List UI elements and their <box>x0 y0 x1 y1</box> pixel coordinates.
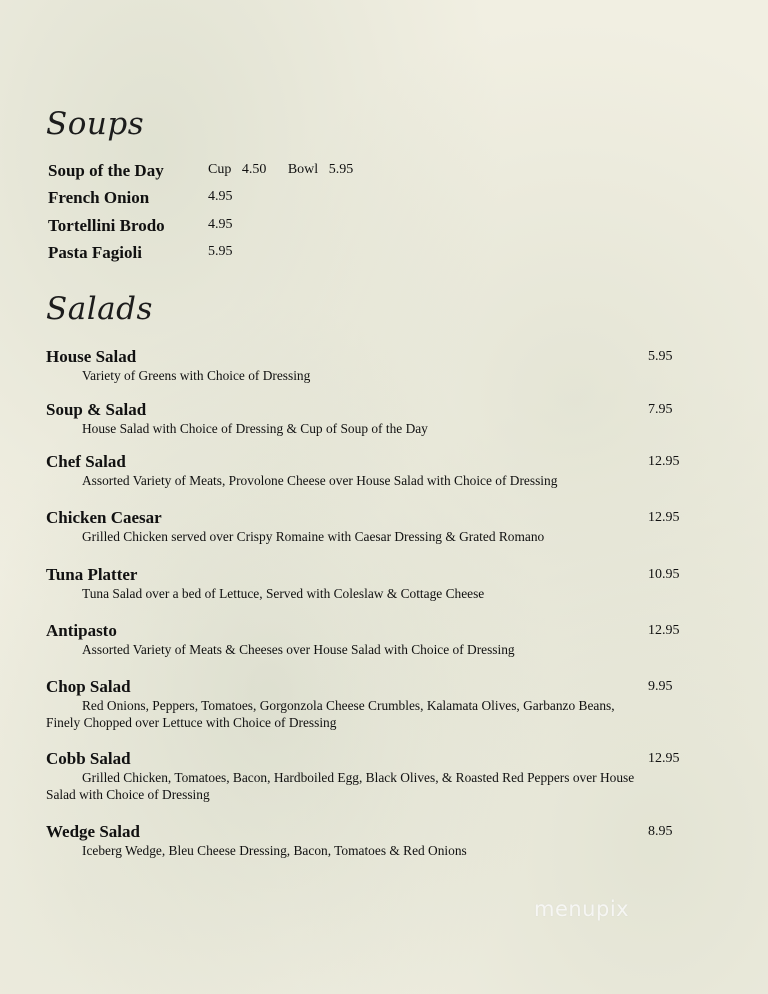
salad-price: 10.95 <box>648 567 680 582</box>
salad-item <box>46 400 686 437</box>
salad-price: 9.95 <box>648 679 673 694</box>
salad-description: Iceberg Wedge, Bleu Cheese Dressing, Bacon, Tomatoes & Red Onions <box>82 843 467 858</box>
salad-name: Cobb Salad <box>46 749 131 768</box>
salad-description: Grilled Chicken, Tomatoes, Bacon, Hardboiled Egg, Black Olives, & Roasted Red Peppers over House Salad with Choice of Dressing <box>46 770 635 802</box>
salads-heading: Salads <box>46 291 153 327</box>
soup-name: Tortellini Brodo <box>48 216 165 235</box>
soup-price: 4.95 <box>208 189 233 204</box>
soup-name: French Onion <box>48 188 150 207</box>
soup-name: Soup of the Day <box>48 161 164 180</box>
salad-price: 12.95 <box>648 510 680 525</box>
salad-name: Chop Salad <box>46 677 131 696</box>
salad-description: Tuna Salad over a bed of Lettuce, Served with Coleslaw & Cottage Cheese <box>82 586 485 601</box>
bowl-price: 5.95 <box>328 162 354 177</box>
salad-price: 12.95 <box>648 454 680 469</box>
salad-description: Variety of Greens with Choice of Dressing <box>82 368 311 383</box>
salad-item <box>46 347 686 384</box>
cup-label: Cup <box>208 162 232 177</box>
watermark: menupix <box>534 897 630 921</box>
salad-description: Assorted Variety of Meats, Provolone Cheese over House Salad with Choice of Dressing <box>82 473 558 488</box>
soup-item <box>48 216 468 240</box>
salad-price: 12.95 <box>648 623 680 638</box>
soup-price <box>208 162 353 178</box>
salad-item <box>46 822 686 859</box>
salad-name: Chicken Caesar <box>46 508 162 527</box>
soup-price: 4.95 <box>208 217 233 232</box>
salad-price: 12.95 <box>648 751 680 766</box>
cup-price: 4.50 <box>241 162 267 177</box>
salad-item <box>46 565 686 602</box>
salad-description: House Salad with Choice of Dressing & Cup of Soup of the Day <box>82 421 428 436</box>
salad-description: Grilled Chicken served over Crispy Romaine with Caesar Dressing & Grated Romano <box>82 529 545 544</box>
salad-name: Antipasto <box>46 621 117 640</box>
salad-name: Chef Salad <box>46 452 126 471</box>
salad-description: Assorted Variety of Meats & Cheeses over House Salad with Choice of Dressing <box>82 642 515 657</box>
soup-name: Pasta Fagioli <box>48 243 142 262</box>
salad-item <box>46 452 686 489</box>
salad-description: Red Onions, Peppers, Tomatoes, Gorgonzola Cheese Crumbles, Kalamata Olives, Garbanzo Beans, Finely Chopped over Lettuce with Choice of Dressing <box>46 698 615 730</box>
salad-item <box>46 749 686 803</box>
soup-item <box>48 161 468 185</box>
salad-price: 8.95 <box>648 824 673 839</box>
salad-name: Soup & Salad <box>46 400 147 419</box>
soup-item <box>48 188 468 212</box>
salad-name: Wedge Salad <box>46 822 140 841</box>
salad-item <box>46 508 686 545</box>
salad-name: Tuna Platter <box>46 565 138 584</box>
salad-item <box>46 621 686 658</box>
soup-price: 5.95 <box>208 244 233 259</box>
salad-price: 5.95 <box>648 349 673 364</box>
soup-item <box>48 243 468 267</box>
soups-heading: Soups <box>46 106 145 142</box>
salad-item <box>46 677 686 731</box>
bowl-label: Bowl <box>287 162 319 177</box>
salad-price: 7.95 <box>648 402 673 417</box>
salad-name: House Salad <box>46 347 137 366</box>
